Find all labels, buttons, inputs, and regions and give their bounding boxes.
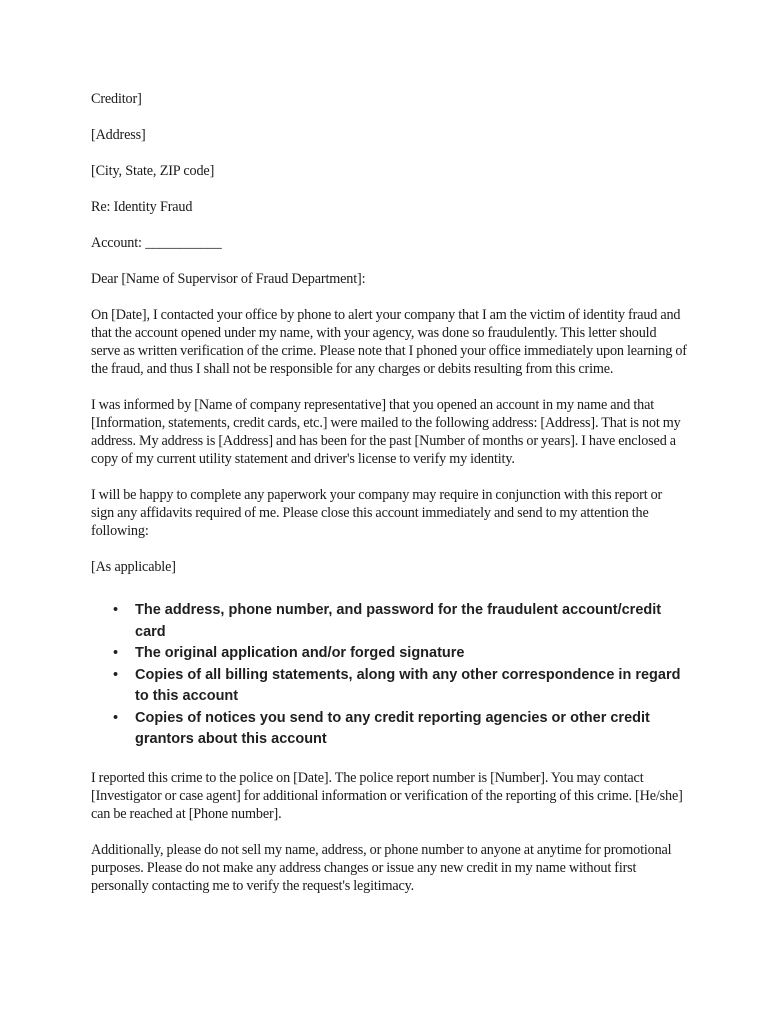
recipient-creditor: Creditor]: [91, 91, 142, 107]
list-item-text: Copies of notices you send to any credit reporting agencies or other credit grantors about this account: [135, 709, 650, 747]
salutation: Dear [Name of Supervisor of Fraud Department]:: [91, 271, 366, 287]
paragraph-do-not-sell: Additionally, please do not sell my name, address, or phone number to anyone at anytime for promotional purposes. Please do not make any address changes or issue any new credit in my name without first personally contacting me to verify the request's legitimacy.: [91, 841, 672, 894]
as-applicable-note: [As applicable]: [91, 559, 176, 575]
bullet-icon: •: [113, 709, 119, 726]
recipient-address: [Address]: [91, 127, 146, 143]
bullet-icon: •: [113, 645, 119, 661]
recipient-city-state-zip: [City, State, ZIP code]: [91, 163, 215, 179]
list-item: [91, 600, 687, 643]
list-item: [91, 708, 687, 751]
list-item-text: The address, phone number, and password for the fraudulent account/credit card: [135, 602, 662, 640]
paragraph-contact: On [Date], I contacted your office by phone to alert your company that I am the victim of identity fraud and that the account opened under my name, with your agency, was done so fraudulently. This letter should serve as written verification of the crime. Please note that I phoned your office immediately upon learning of the fraud, and thus I shall not be responsible for any charges or debits resulting from this crime.: [91, 307, 687, 377]
list-item: [91, 665, 687, 708]
list-item-text: The original application and/or forged signature: [135, 645, 465, 661]
letter-body: [91, 90, 687, 913]
paragraph-informed: I was informed by [Name of company representative] that you opened an account in my name and that [Information, statements, credit cards, etc.] were mailed to the following address: [Address]. That is not my address. My address is [Address] and has been for the past [Number of months or years]. I have enclosed a copy of my current utility statement and driver's license to verify my identity.: [91, 397, 681, 467]
bullet-icon: •: [113, 602, 119, 618]
list-item: [91, 643, 687, 665]
paragraph-paperwork: I will be happy to complete any paperwork your company may require in conjunction with this report or sign any affidavits required of me. Please close this account immediately and send to my attention the following:: [91, 487, 663, 539]
list-item-text: Copies of all billing statements, along with any other correspondence in regard to this account: [135, 666, 681, 704]
bullet-icon: •: [113, 666, 119, 683]
subject-line: Re: Identity Fraud: [91, 199, 193, 215]
paragraph-police-report: I reported this crime to the police on [Date]. The police report number is [Number]. You may contact [Investigator or case agent] for additional information or verification of the reporting of this crime. [He/she] can be reached at [Phone number].: [91, 769, 683, 822]
requested-items-list: [91, 600, 687, 751]
account-line: Account: ___________: [91, 235, 222, 251]
